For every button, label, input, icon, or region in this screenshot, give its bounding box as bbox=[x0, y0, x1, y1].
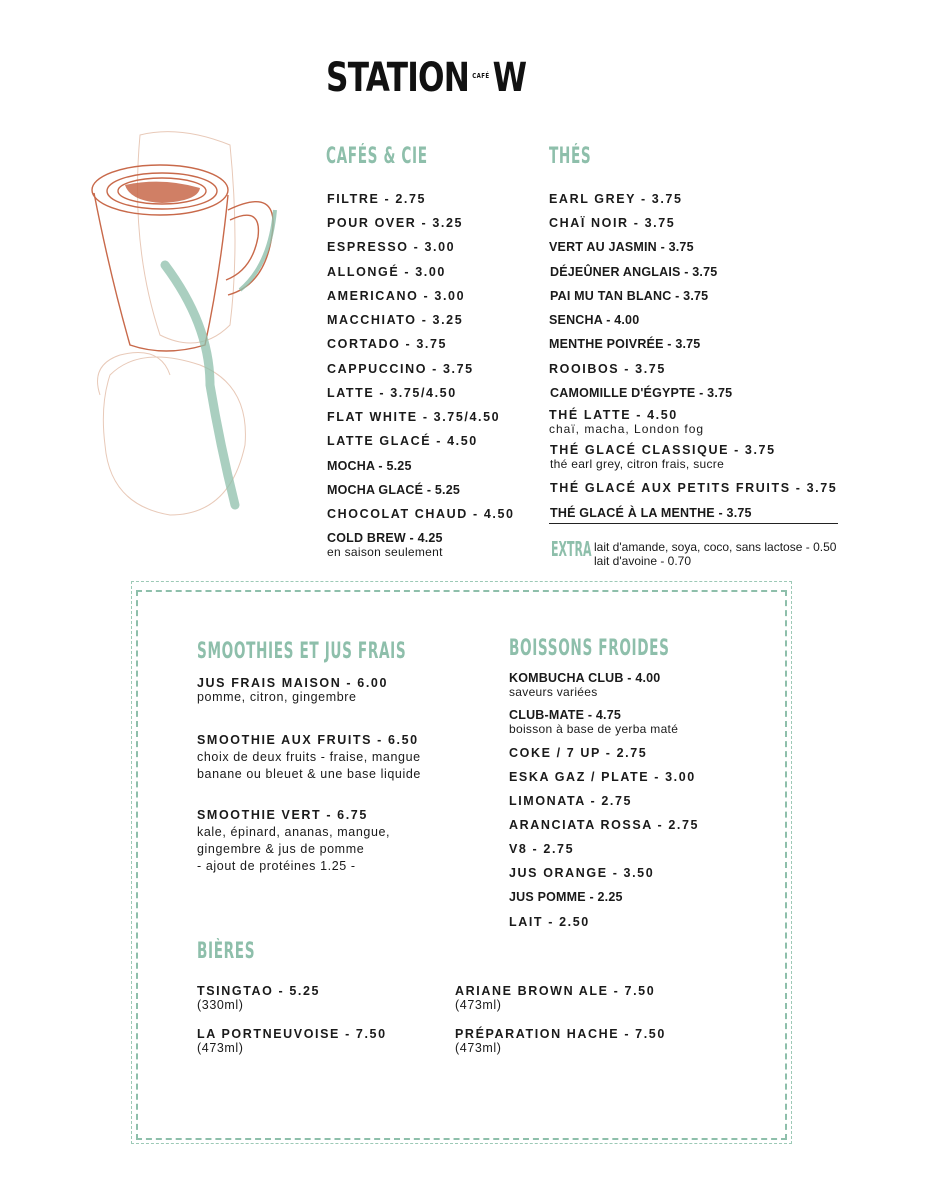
menu-item-cafe: MOCHA GLACÉ - 5.25 bbox=[327, 483, 461, 497]
menu-item-the: ROOIBOS - 3.75 bbox=[549, 362, 666, 376]
menu-item-cafe: LATTE GLACÉ - 4.50 bbox=[327, 434, 478, 448]
menu-item-cafe: COLD BREW - 4.25 bbox=[327, 531, 443, 545]
menu-item-note: gingembre & jus de pomme bbox=[197, 842, 365, 856]
menu-item-note: en saison seulement bbox=[327, 545, 443, 559]
menu-item-the: SENCHA - 4.00 bbox=[549, 313, 640, 327]
menu-item-note: saveurs variées bbox=[509, 685, 598, 699]
menu-item-froide: V8 - 2.75 bbox=[509, 842, 575, 856]
menu-item-froide: CLUB-MATE - 4.75 bbox=[509, 708, 622, 722]
menu-item-biere: TSINGTAO - 5.25 bbox=[197, 984, 321, 998]
menu-item-smoothie: SMOOTHIE AUX FRUITS - 6.50 bbox=[197, 733, 419, 747]
logo-cafe: CAFÉ bbox=[472, 71, 490, 80]
menu-item-froide: COKE / 7 UP - 2.75 bbox=[509, 746, 648, 760]
menu-item-cafe: CHOCOLAT CHAUD - 4.50 bbox=[327, 507, 515, 521]
menu-item-note: (473ml) bbox=[455, 998, 502, 1012]
section-heading-smoothies: SMOOTHIES ET JUS FRAIS bbox=[197, 639, 407, 664]
menu-item-the: THÉ GLACÉ AUX PETITS FRUITS - 3.75 bbox=[550, 481, 838, 495]
menu-item-froide: ESKA GAZ / PLATE - 3.00 bbox=[509, 770, 696, 784]
menu-item-note: banane ou bleuet & une base liquide bbox=[197, 767, 421, 781]
cup-apple-illustration bbox=[80, 125, 280, 525]
menu-item-the: CAMOMILLE D'ÉGYPTE - 3.75 bbox=[550, 386, 733, 400]
section-heading-thes: THÉS bbox=[549, 144, 592, 169]
menu-item-biere: PRÉPARATION HACHE - 7.50 bbox=[455, 1027, 666, 1041]
menu-item-note: thé earl grey, citron frais, sucre bbox=[550, 457, 725, 471]
extra-line: lait d'avoine - 0.70 bbox=[594, 554, 692, 569]
menu-item-froide: LAIT - 2.50 bbox=[509, 915, 590, 929]
menu-item-note: kale, épinard, ananas, mangue, bbox=[197, 825, 391, 839]
logo-w: W bbox=[492, 55, 527, 101]
menu-item-cafe: POUR OVER - 3.25 bbox=[327, 216, 464, 230]
menu-item-cafe: ALLONGÉ - 3.00 bbox=[327, 265, 446, 279]
extra-label: EXTRA bbox=[551, 537, 592, 561]
menu-item-cafe: CORTADO - 3.75 bbox=[327, 337, 448, 351]
menu-item-the: PAI MU TAN BLANC - 3.75 bbox=[550, 289, 709, 303]
menu-item-note: (473ml) bbox=[197, 1041, 244, 1055]
extra-text bbox=[594, 540, 836, 569]
menu-item-cafe: MOCHA - 5.25 bbox=[327, 459, 412, 473]
menu-item-the: EARL GREY - 3.75 bbox=[549, 192, 683, 206]
logo-station: STATION bbox=[326, 55, 470, 101]
menu-item-note: choix de deux fruits - fraise, mangue bbox=[197, 750, 421, 764]
menu-item-the: THÉ LATTE - 4.50 bbox=[549, 408, 678, 422]
menu-item-froide: LIMONATA - 2.75 bbox=[509, 794, 633, 808]
extra-line: lait d'amande, soya, coco, sans lactose - 0.50 bbox=[594, 540, 837, 554]
menu-item-the: THÉ GLACÉ À LA MENTHE - 3.75 bbox=[550, 506, 752, 520]
menu-item-note: pomme, citron, gingembre bbox=[197, 690, 357, 704]
menu-item-cafe: AMERICANO - 3.00 bbox=[327, 289, 466, 303]
menu-item-note: (330ml) bbox=[197, 998, 244, 1012]
menu-item-froide: JUS POMME - 2.25 bbox=[509, 890, 623, 904]
menu-item-note: (473ml) bbox=[455, 1041, 502, 1055]
menu-item-biere: ARIANE BROWN ALE - 7.50 bbox=[455, 984, 656, 998]
menu-item-the: DÉJEÛNER ANGLAIS - 3.75 bbox=[550, 265, 718, 279]
menu-item-note: chaï, macha, London fog bbox=[549, 422, 705, 436]
section-heading-cafes: CAFÉS & CIE bbox=[326, 144, 428, 169]
section-heading-bieres: BIÈRES bbox=[197, 939, 256, 964]
menu-item-biere: LA PORTNEUVOISE - 7.50 bbox=[197, 1027, 387, 1041]
menu-item-cafe: MACCHIATO - 3.25 bbox=[327, 313, 464, 327]
menu-item-the: MENTHE POIVRÉE - 3.75 bbox=[549, 337, 701, 351]
menu-item-smoothie: JUS FRAIS MAISON - 6.00 bbox=[197, 676, 388, 690]
menu-item-froide: JUS ORANGE - 3.50 bbox=[509, 866, 655, 880]
brand-logo bbox=[326, 55, 527, 101]
menu-item-note: - ajout de protéines 1.25 - bbox=[197, 859, 356, 873]
menu-item-the: CHAÏ NOIR - 3.75 bbox=[549, 216, 676, 230]
divider bbox=[549, 523, 838, 524]
menu-item-cafe: CAPPUCCINO - 3.75 bbox=[327, 362, 474, 376]
menu-item-the: THÉ GLACÉ CLASSIQUE - 3.75 bbox=[550, 443, 776, 457]
menu-item-note: boisson à base de yerba maté bbox=[509, 722, 679, 736]
menu-item-cafe: FILTRE - 2.75 bbox=[327, 192, 427, 206]
menu-item-froide: ARANCIATA ROSSA - 2.75 bbox=[509, 818, 700, 832]
menu-item-cafe: ESPRESSO - 3.00 bbox=[327, 240, 456, 254]
section-heading-froides: BOISSONS FROIDES bbox=[509, 636, 670, 661]
menu-item-cafe: LATTE - 3.75/4.50 bbox=[327, 386, 457, 400]
menu-item-smoothie: SMOOTHIE VERT - 6.75 bbox=[197, 808, 368, 822]
menu-item-cafe: FLAT WHITE - 3.75/4.50 bbox=[327, 410, 501, 424]
menu-item-froide: KOMBUCHA CLUB - 4.00 bbox=[509, 671, 661, 685]
menu-item-the: VERT AU JASMIN - 3.75 bbox=[549, 240, 694, 254]
